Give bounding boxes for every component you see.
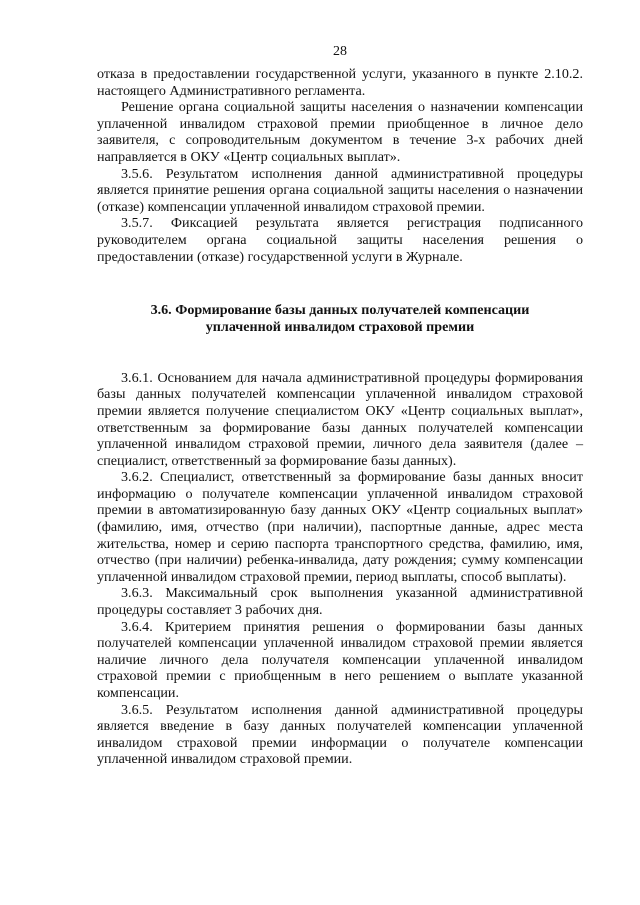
paragraph-3-5-7: 3.5.7. Фиксацией результата является регистрация подписанного руководителем органа социальной защиты населения решения о предоставлении (отказе) государственной услуги в Журнале.: [97, 215, 583, 265]
paragraph-3-6-3: 3.6.3. Максимальный срок выполнения указанной административной процедуры составляет 3 рабочих дня.: [97, 585, 583, 619]
section-heading-line-1: 3.6. Формирование базы данных получателей компенсации: [150, 302, 530, 319]
paragraph-decision-attached: Решение органа социальной защиты населения о назначении компенсации уплаченной инвалидом страховой премии приобщенное в личное дело заявителя, с сопроводительным документом в течение 3-х рабочих дней направляется в ОКУ «Центр социальных выплат».: [97, 99, 583, 165]
section-heading-3-6: [97, 302, 583, 336]
paragraph-3-6-5: 3.6.5. Результатом исполнения данной административной процедуры является введение в базу данных получателей компенсации уплаченной инвалидом страховой премии информации о получателе компенсации уплаченной инвалидом страховой премии.: [97, 701, 583, 768]
paragraph-3-6-2: 3.6.2. Специалист, ответственный за формирование базы данных вносит информацию о получателе компенсации уплаченной инвалидом страховой премии в автоматизированную базу данных ОКУ «Центр социальных выплат» (фамилию, имя, отчество (при наличии), паспортные данные, адрес места жительства, номер и серию паспорта транспортного средства, фамилию, имя, отчество (при наличии) ребенка-инвалида, дату рождения; сумму компенсации уплаченной инвалидом страховой премии, период выплаты, способ выплаты).: [97, 469, 583, 585]
paragraph-refusal-continuation: отказа в предоставлении государственной услуги, указанного в пункте 2.10.2. настоящего Административного регламента.: [97, 66, 583, 99]
paragraph-3-6-1: 3.6.1. Основанием для начала административной процедуры формирования базы данных получателей компенсации уплаченной инвалидом страховой премии является получение специалистом ОКУ «Центр социальных выплат», ответственным за формирование базы данных получателей компенсации уплаченной инвалидом страховой премии, личного дела заявителя (далее – специалист, ответственный за формирование базы данных).: [97, 369, 583, 469]
page-number: 28: [333, 44, 347, 59]
document-body: [97, 66, 583, 768]
paragraph-3-5-6: 3.5.6. Результатом исполнения данной административной процедуры является принятие решения органа социальной защиты населения о назначении (отказе) компенсации уплаченной инвалидом страховой премии.: [97, 165, 583, 215]
paragraph-3-6-4: 3.6.4. Критерием принятия решения о формировании базы данных получателей компенсации уплаченной инвалидом страховой премии является наличие личного дела получателя компенсации уплаченной инвалидом страховой премии с приобщенным в него решением о выплате указанной компенсации.: [97, 618, 583, 701]
section-heading-line-2: уплаченной инвалидом страховой премии: [205, 318, 475, 335]
